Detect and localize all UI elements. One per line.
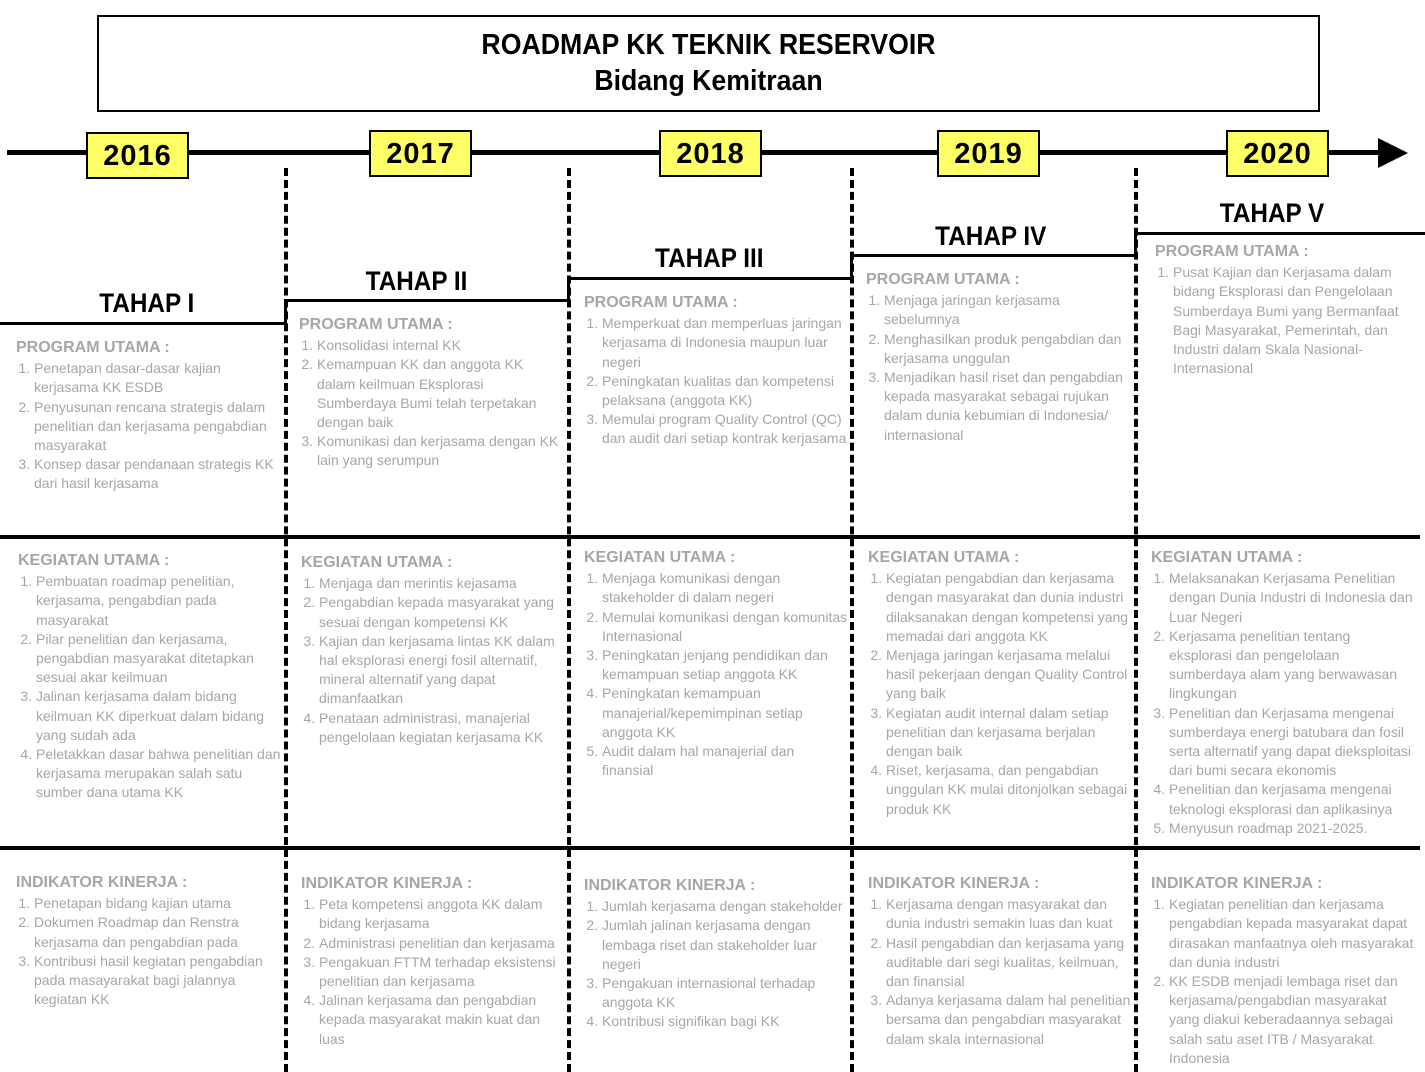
list-item: 3. Peningkatan jenjang pendidikan dan kemampuan setiap anggota KK xyxy=(602,646,849,684)
list-item: 3. Konsep dasar pendanaan strategis KK dari hasil kerjasama xyxy=(34,455,281,493)
list-item: 2. Kerjasama penelitian tentang eksplorasi dan pengelolaan sumberdaya alam yang berwawasan lingkungan xyxy=(1169,627,1416,704)
list-item: 5. Audit dalam hal manajerial dan finansial xyxy=(602,742,849,780)
program-list xyxy=(584,314,849,448)
indikator-section xyxy=(868,874,1133,1049)
indikator-section xyxy=(16,873,281,1009)
kegiatan-section xyxy=(301,553,566,747)
kegiatan-list xyxy=(301,574,566,747)
indikator-list xyxy=(301,895,566,1049)
program-section xyxy=(1155,242,1420,378)
list-item: 3. Menjadikan hasil riset dan pengabdian kepada masyarakat sebagai rujukan dalam dunia kebumian di Indonesia/ internasional xyxy=(884,368,1131,445)
timeline-arrow-icon xyxy=(1378,138,1408,168)
list-item: 3. Kontribusi hasil kegiatan pengabdian pada masayarakat bagi jalannya kegiatan KK xyxy=(34,952,281,1010)
list-item: 2. Menghasilkan produk pengabdian dan kerjasama unggulan xyxy=(884,330,1131,368)
stair-riser xyxy=(1134,232,1137,257)
kegiatan-section xyxy=(868,548,1133,819)
indikator-list xyxy=(868,895,1133,1049)
section-heading: INDIKATOR KINERJA : xyxy=(1151,875,1323,892)
tahap-label: TAHAP III xyxy=(654,243,764,273)
list-item: 5. Menyusun roadmap 2021-2025. xyxy=(1169,819,1416,838)
stair-riser xyxy=(284,299,287,325)
list-item: 1. Peta kompetensi anggota KK dalam bidang kerjasama xyxy=(319,895,566,933)
list-item: 3. Pengakuan internasional terhadap anggota KK xyxy=(602,974,849,1012)
kegiatan-list xyxy=(584,569,849,780)
list-item: 2. Penyusunan rencana strategis dalam penelitian dan kerjasama pengabdian masyarakat xyxy=(34,398,281,456)
list-item: 1. Konsolidasi internal KK xyxy=(317,336,564,355)
year-box-2016: 2016 xyxy=(86,132,189,179)
stair-step xyxy=(0,322,287,325)
list-item: 1. Penetapan dasar-dasar kajian kerjasama KK ESDB xyxy=(34,359,281,397)
section-heading: KEGIATAN UTAMA : xyxy=(18,552,170,569)
list-item: 1. Pembuatan roadmap penelitian, kerjasama, pengabdian pada masyarakat xyxy=(36,572,283,630)
program-section xyxy=(584,293,849,449)
program-list xyxy=(299,336,564,470)
section-heading: PROGRAM UTAMA : xyxy=(1155,243,1309,260)
kegiatan-section xyxy=(18,551,283,803)
program-section xyxy=(866,270,1131,445)
kegiatan-section xyxy=(1151,548,1416,838)
list-item: 4. Peletakkan dasar bahwa penelitian dan kerjasama merupakan salah satu sumber dana utama KK xyxy=(36,745,283,803)
list-item: 1. Pusat Kajian dan Kerjasama dalam bidang Eksplorasi dan Pengelolaan Sumberdaya Bumi yang Bermanfaat Bagi Masyarakat, Pemerintah, dan Industri dalam Skala Nasional-Internasional xyxy=(1173,263,1420,378)
tahap-label: TAHAP II xyxy=(366,266,468,296)
list-item: 4. Penelitian dan kerjasama mengenai teknologi eksplorasi dan aplikasinya xyxy=(1169,780,1416,818)
year-box-2019: 2019 xyxy=(937,130,1040,177)
tahap-label: TAHAP IV xyxy=(935,221,1047,251)
section-heading: INDIKATOR KINERJA : xyxy=(868,875,1040,892)
indikator-list xyxy=(1151,895,1416,1068)
list-item: 2. Hasil pengabdian dan kerjasama yang auditable dari segi kualitas, keilmuan, dan finansial xyxy=(886,934,1133,992)
list-item: 2. Jumlah jalinan kerjasama dengan lembaga riset dan stakeholder luar negeri xyxy=(602,916,849,974)
list-item: 1. Kegiatan pengabdian dan kerjasama dengan masyarakat dan dunia industri dilaksanakan dengan kompetensi yang memadai dari anggota KK xyxy=(886,569,1133,646)
stair-riser xyxy=(567,277,570,302)
list-item: 2. Dokumen Roadmap dan Renstra kerjasama dan pengabdian pada xyxy=(34,913,281,951)
list-item: 2. KK ESDB menjadi lembaga riset dan kerjasama/pengabdian masyarakat yang diakui keberadaannya sebagai salah satu aset ITB / Masyarakat Indonesia xyxy=(1169,972,1416,1068)
list-item: 3. Kegiatan audit internal dalam setiap penelitian dan kerjasama berjalan dengan baik xyxy=(886,704,1133,762)
column-divider xyxy=(850,168,854,1072)
program-section xyxy=(299,315,564,471)
indikator-section xyxy=(584,876,849,1032)
list-item: 3. Pengakuan FTTM terhadap eksistensi penelitian dan kerjasama xyxy=(319,953,566,991)
stair-step xyxy=(850,254,1137,257)
list-item: 1. Menjaga komunikasi dengan stakeholder di dalam negeri xyxy=(602,569,849,607)
list-item: 2. Memulai komunikasi dengan komunitas Internasional xyxy=(602,608,849,646)
page-title: ROADMAP KK TEKNIK RESERVOIR xyxy=(481,29,936,61)
list-item: 2. Pengabdian kepada masyarakat yang sesuai dengan kompetensi KK xyxy=(319,593,566,631)
list-item: 3. Kajian dan kerjasama lintas KK dalam hal eksplorasi energi fosil alternatif, mineral alternatif yang dapat dimanfaatkan xyxy=(319,632,566,709)
column-divider xyxy=(1134,168,1138,1072)
section-heading: INDIKATOR KINERJA : xyxy=(584,877,756,894)
tahap-label: TAHAP I xyxy=(99,288,195,318)
tahap-label: TAHAP V xyxy=(1219,198,1325,228)
list-item: 1. Melaksanakan Kerjasama Penelitian dengan Dunia Industri di Indonesia dan Luar Negeri xyxy=(1169,569,1416,627)
stair-step xyxy=(1134,232,1425,235)
indikator-list xyxy=(584,897,849,1031)
list-item: 2. Pilar penelitian dan kerjasama, pengabdian masyarakat ditetapkan sesuai akar keilmuan xyxy=(36,630,283,688)
indikator-section xyxy=(301,874,566,1049)
list-item: 4. Peningkatan kemampuan manajerial/kepemimpinan setiap anggota KK xyxy=(602,684,849,742)
section-heading: PROGRAM UTAMA : xyxy=(16,339,170,356)
list-item: 1. Kegiatan penelitian dan kerjasama pengabdian kepada masyarakat dapat dirasakan manfaatnya oleh masyarakat dan dunia industri xyxy=(1169,895,1416,972)
page-subtitle: Bidang Kemitraan xyxy=(594,65,823,97)
list-item: 4. Jalinan kerjasama dan pengabdian kepada masyarakat makin kuat dan luas xyxy=(319,991,566,1049)
section-heading: INDIKATOR KINERJA : xyxy=(301,875,473,892)
section-heading: KEGIATAN UTAMA : xyxy=(868,549,1020,566)
year-box-2020: 2020 xyxy=(1226,130,1329,177)
program-list xyxy=(16,359,281,493)
year-box-2018: 2018 xyxy=(659,130,762,177)
row-divider xyxy=(0,535,1420,539)
list-item: 3. Adanya kerjasama dalam hal penelitian bersama dan pengabdian masyarakat dalam skala internasional xyxy=(886,991,1133,1049)
list-item: 1. Kerjasama dengan masyarakat dan dunia industri semakin luas dan kuat xyxy=(886,895,1133,933)
list-item: 3. Memulai program Quality Control (QC) dan audit dari setiap kontrak kerjasama xyxy=(602,410,849,448)
section-heading: KEGIATAN UTAMA : xyxy=(584,549,736,566)
row-divider xyxy=(0,846,1420,850)
list-item: 1. Jumlah kerjasama dengan stakeholder xyxy=(602,897,849,916)
indikator-section xyxy=(1151,874,1416,1068)
list-item: 2. Menjaga jaringan kerjasama melalui hasil pekerjaan dengan Quality Control yang baik xyxy=(886,646,1133,704)
kegiatan-list xyxy=(18,572,283,802)
program-list xyxy=(866,291,1131,445)
list-item: 3. Jalinan kerjasama dalam bidang keilmuan KK diperkuat dalam bidang yang sudah ada xyxy=(36,687,283,745)
kegiatan-list xyxy=(1151,569,1416,838)
list-item: 1. Memperkuat dan memperluas jaringan kerjasama di Indonesia maupun luar negeri xyxy=(602,314,849,372)
section-heading: PROGRAM UTAMA : xyxy=(866,271,1020,288)
list-item: 1. Menjaga dan merintis kejasama xyxy=(319,574,566,593)
section-heading: KEGIATAN UTAMA : xyxy=(301,554,453,571)
indikator-list xyxy=(16,894,281,1009)
list-item: 3. Komunikasi dan kerjasama dengan KK lain yang serumpun xyxy=(317,432,564,470)
list-item: 4. Riset, kerjasama, dan pengabdian unggulan KK mulai ditonjolkan sebagai produk KK xyxy=(886,761,1133,819)
list-item: 1. Menjaga jaringan kerjasama sebelumnya xyxy=(884,291,1131,329)
stair-riser xyxy=(850,254,853,280)
section-heading: INDIKATOR KINERJA : xyxy=(16,874,188,891)
section-heading: KEGIATAN UTAMA : xyxy=(1151,549,1303,566)
stair-step xyxy=(567,277,853,280)
list-item: 4. Penataan administrasi, manajerial pengelolaan kegiatan kerjasama KK xyxy=(319,709,566,747)
kegiatan-list xyxy=(868,569,1133,819)
list-item: 2. Administrasi penelitian dan kerjasama xyxy=(319,934,566,953)
list-item: 3. Penelitian dan Kerjasama mengenai sumberdaya energi batubara dan fosil serta alternatif yang dapat dieksploitasi dari bumi secara ekonomis xyxy=(1169,704,1416,781)
title-box xyxy=(97,15,1320,112)
kegiatan-section xyxy=(584,548,849,780)
section-heading: PROGRAM UTAMA : xyxy=(299,316,453,333)
column-divider xyxy=(567,168,571,1072)
program-list xyxy=(1155,263,1420,378)
list-item: 2. Kemampuan KK dan anggota KK dalam keilmuan Eksplorasi Sumberdaya Bumi telah terpetakan dengan baik xyxy=(317,355,564,432)
program-section xyxy=(16,338,281,494)
list-item: 4. Kontribusi signifikan bagi KK xyxy=(602,1012,849,1031)
list-item: 2. Peningkatan kualitas dan kompetensi pelaksana (anggota KK) xyxy=(602,372,849,410)
year-box-2017: 2017 xyxy=(369,130,472,177)
stair-step xyxy=(284,299,570,302)
list-item: 1. Penetapan bidang kajian utama xyxy=(34,894,281,913)
section-heading: PROGRAM UTAMA : xyxy=(584,294,738,311)
